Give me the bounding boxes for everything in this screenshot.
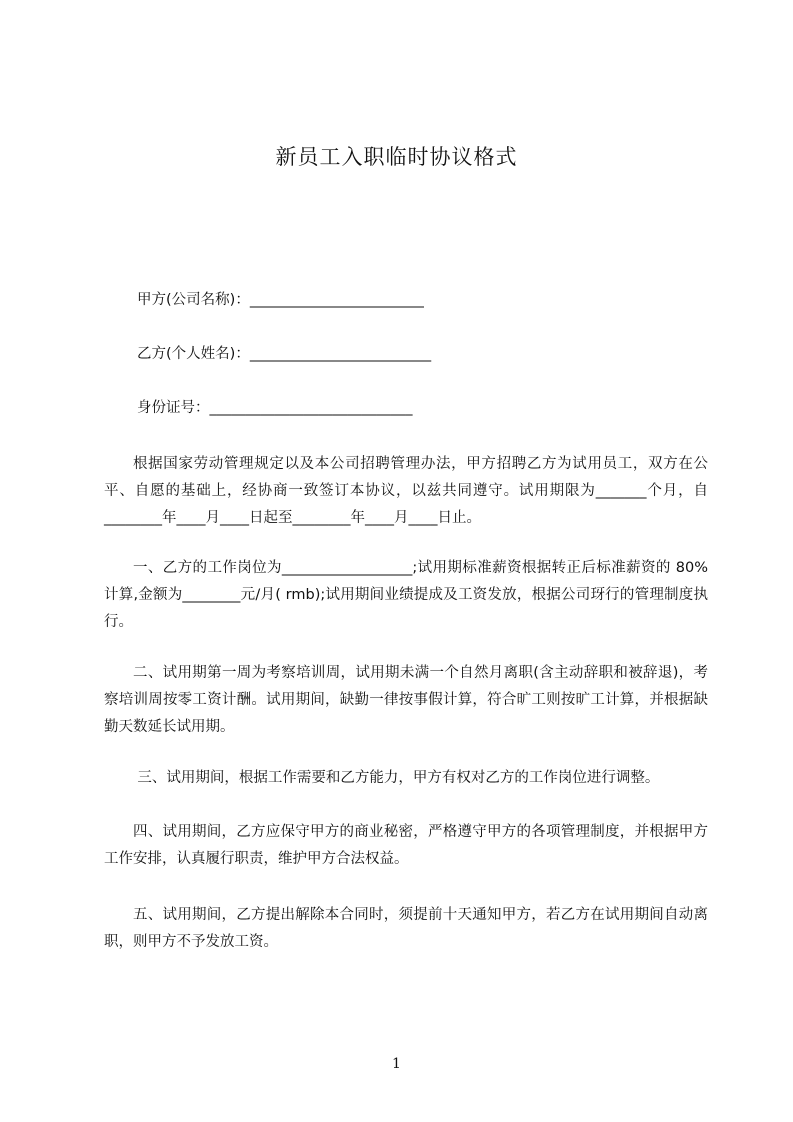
clause-2-paragraph: 二、试用期第一周为考察培训周，试用期未满一个自然月离职(含主动辞职和被辞退)，考察培训周按零工资计酬。试用期间，缺勤一律按事假计算，符合旷工则按旷工计算，并根据缺勤天数延长试用期。 <box>104 665 708 735</box>
party-a-company-field: 甲方(公司名称)：________________________ <box>137 292 424 308</box>
intro-paragraph: 根据国家劳动管理规定以及本公司招聘管理办法，甲方招聘乙方为试用员工，双方在公平、自愿的基础上，经协商一致签订本协议，以兹共同遵守。试用期限为_______个月，自________年____月____日起至________年____月____日止。 <box>104 456 708 526</box>
clause-4-paragraph: 四、试用期间，乙方应保守甲方的商业秘密，严格遵守甲方的各项管理制度，并根据甲方工作安排，认真履行职责，维护甲方合法权益。 <box>104 824 708 867</box>
id-number-field: 身份证号：____________________________ <box>137 400 413 416</box>
clause-1-paragraph: 一、乙方的工作岗位为__________________;试用期标准薪资根据转正后标准薪资的 80%计算,金额为________元/月( rmb);试用期间业绩提成及工资发放，根据公司玡行的管理制度执行。 <box>104 560 708 630</box>
clause-3-paragraph: 三、试用期间，根据工作需要和乙方能力，甲方有权对乙方的工作岗位进行调整。 <box>137 770 660 786</box>
party-b-name-field: 乙方(个人姓名)：_________________________ <box>137 346 432 362</box>
clause-5-paragraph: 五、试用期间，乙方提出解除本合同时，须提前十天通知甲方，若乙方在试用期间自动离职，则甲方不予发放工资。 <box>104 907 708 950</box>
document-title: 新员工入职临时协议格式 <box>275 145 518 169</box>
page-number: 1 <box>392 1056 401 1072</box>
